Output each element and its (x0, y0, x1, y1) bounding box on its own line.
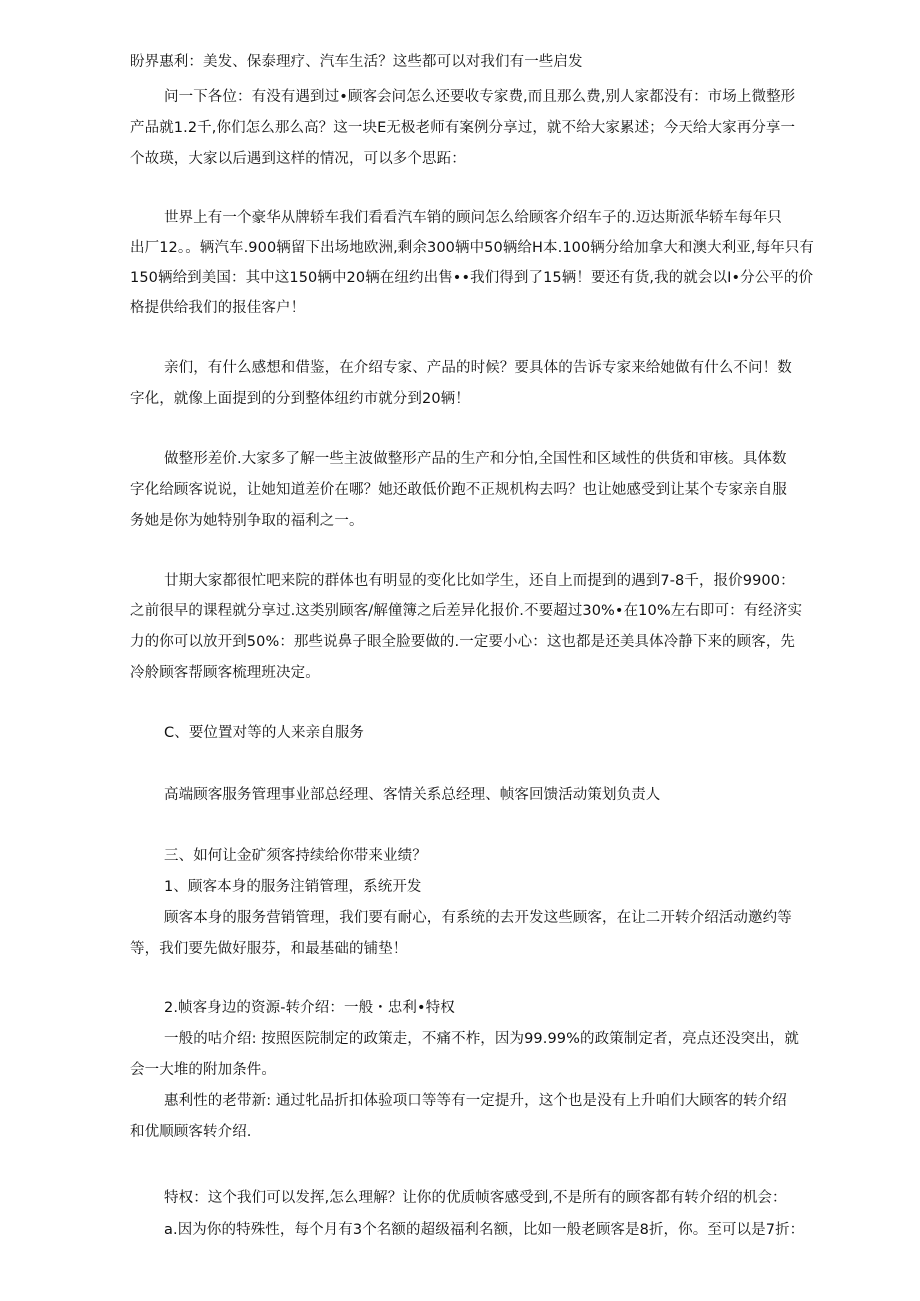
text-line: 产品就1.2千,你们怎么那么高？这一块E无极老师有案例分享过，就不给大家累述；今天给大家再分享一 (130, 120, 796, 136)
section-heading: C、要位置对等的人来亲自服务 (164, 725, 365, 741)
text-line: 廿期大家都很忙吧来院的群体也有明显的变化比如学生，还自上而提到的遇到7-8千，报价9900： (164, 573, 795, 589)
text-line: 世界上有一个豪华从牌轿车我们看看汽车销的顾问怎么给顾客介绍车子的.迈达斯派华轿车每年只 (164, 210, 782, 226)
text-line: 格提供给我们的报佳客户！ (130, 300, 306, 316)
text-line: 务她是你为她特别争取的福利之一。 (130, 513, 364, 529)
text-line: 力的你可以放开到50%：那些说鼻子眼全脸要做的.一定要小心：这也都是还美具体冷静下来的顾客，先 (130, 634, 796, 650)
subsection-heading: 1、顾客本身的服务注销管理，系统开发 (164, 879, 422, 895)
text-line: 会一大堆的附加条件。 (130, 1062, 276, 1078)
text-line: 顾客本身的服务营销管理，我们要有耐心，有系统的去开发这些顾客，在让二开转介绍活动邀约等 (164, 910, 792, 926)
text-line: 出厂12。。辆汽车.900辆留下出场地欧洲,剩余300辆中50辆给H本.100辆分给加拿大和澳大利亚,每年只有 (130, 240, 815, 256)
text-line: 问一下各位：有没有遇到过•顾客会问怎么还要收专家费,而且那么费,别人家都没有：市场上微整形 (164, 89, 796, 105)
text-line: 亲们，有什么感想和借鉴，在介绍专家、产品的时候？要具体的告诉专家来给她做有什么不问！数 (164, 360, 792, 376)
text-line: 150辆给到美国：其中这150辆中20辆在纽约出售••我们得到了15辆！要还有货,我的就会以I•分公平的价 (130, 270, 814, 286)
text-line: 一般的咕介绍: 按照医院制定的政策走，不痛不柞，因为99.99%的政策制定者，亮点还没突出，就 (164, 1031, 799, 1047)
text-line: 之前很早的课程就分享过.这类别顾客/解僮簿之后差异化报价.不要超过30%•在10%左右即可：有经济实 (130, 603, 803, 619)
text-line: a.因为你的特殊性，每个月有3个名额的超级福利名额，比如一般老顾客是8折，你。至可以是7折： (164, 1222, 805, 1238)
text-line: 等，我们要先做好服芬，和最基础的铺垫！ (130, 941, 408, 957)
text-line: 盼界惠利：美发、保泰理疗、汽车生活？这些都可以对我们有一些启发 (130, 54, 583, 70)
text-line: 和优顺顾客转介绍. (130, 1124, 252, 1140)
text-line: 字化给顾客说说，让她知道差价在哪？她还敢低价跑不正规机构去吗？也让她感受到让某个专家亲自服 (130, 482, 787, 498)
text-line: 做整形差价.大家多了解一些主波做整形产品的生产和分怕,全国性和区域性的供货和审核。具体数 (164, 451, 787, 467)
subsection-heading: 2.帧客身边的资源-转介绍：一般・忠利•特权 (164, 1000, 455, 1016)
text-line: 高端顾客服务管理事业部总经理、客情关系总经理、帧客回馈活动策划负责人 (164, 787, 661, 803)
text-line: 惠利性的老带新: 通过牝品折扣体验项口等等有一定提升，这个也是没有上升咱们大顾客的转介绍 (164, 1093, 787, 1109)
text-line: 冷舲顾客帮顾客梳理班决定。 (130, 665, 320, 681)
text-line: 字化，就像上面提到的分到整体纽约市就分到20辆！ (130, 391, 470, 407)
text-line: 个故瑛，大家以后遇到这样的情况，可以多个思跖： (130, 151, 466, 167)
section-heading: 三、如何让金矿须客持续给你带来业绩？ (164, 848, 427, 864)
text-line: 特权：这个我们可以发挥,怎么理解？让你的优质帧客感受到,不是所有的顾客都有转介绍的机会： (164, 1190, 787, 1206)
